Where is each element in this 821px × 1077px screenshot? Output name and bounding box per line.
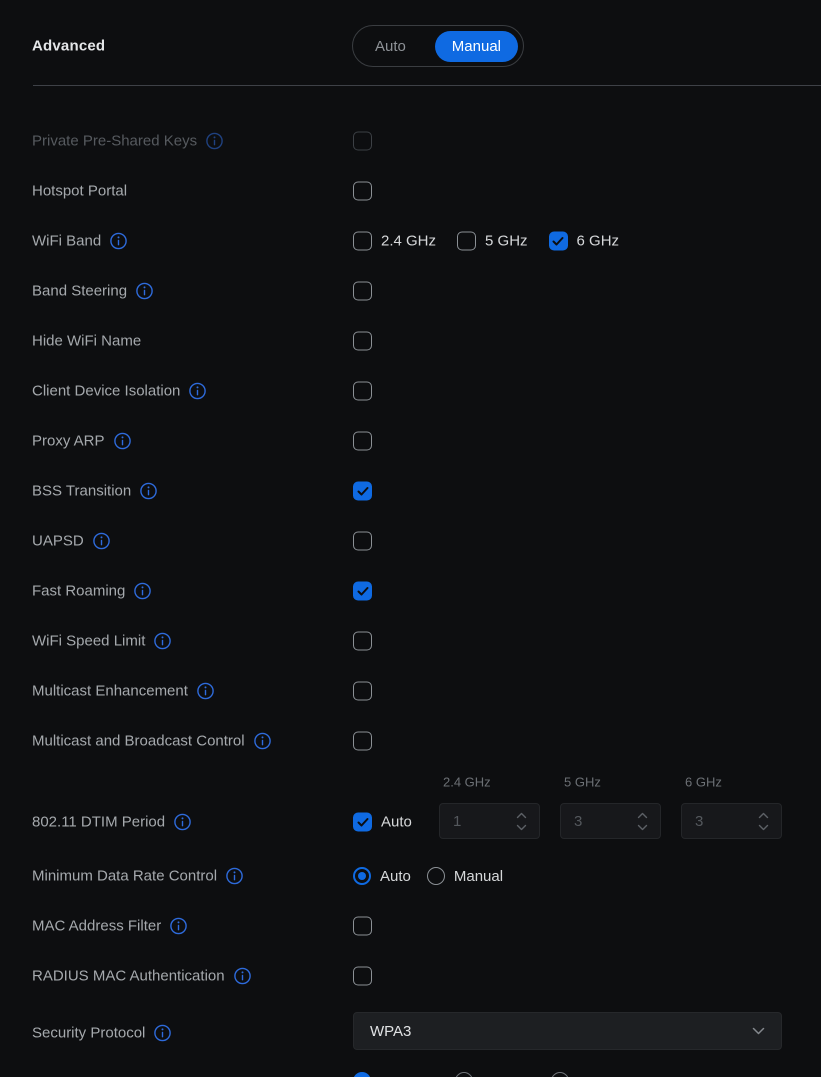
setting-label: Multicast Enhancement: [32, 682, 188, 700]
setting-label: Minimum Data Rate Control: [32, 867, 218, 885]
checkbox-fast-roaming[interactable]: [353, 582, 372, 601]
setting-label: Client Device Isolation: [32, 382, 181, 400]
checkbox-hotspot-portal[interactable]: [353, 182, 372, 201]
dtim-auto-label: Auto: [381, 813, 412, 831]
setting-label: Proxy ARP: [32, 432, 105, 450]
info-icon[interactable]: [154, 633, 171, 650]
checkbox-uapsd[interactable]: [353, 532, 372, 551]
dtim-value-6ghz: 3: [695, 812, 704, 830]
stepper-24ghz[interactable]: [516, 812, 527, 831]
setting-label: Hotspot Portal: [32, 182, 128, 200]
checkbox-multicast-broadcast-control[interactable]: [353, 732, 372, 751]
chevron-down-icon: [752, 1027, 765, 1035]
setting-label: Band Steering: [32, 282, 128, 300]
checkbox-private-pre-shared-keys[interactable]: [353, 132, 372, 151]
checkbox-client-device-isolation[interactable]: [353, 382, 372, 401]
setting-label: Multicast and Broadcast Control: [32, 732, 245, 750]
info-icon[interactable]: [226, 868, 243, 885]
radio-label-auto: Auto: [380, 867, 411, 885]
info-icon[interactable]: [189, 383, 206, 400]
radio-partial-1[interactable]: [353, 1072, 371, 1077]
checkbox-band-5ghz[interactable]: [457, 232, 476, 251]
setting-label: BSS Transition: [32, 482, 132, 500]
info-icon[interactable]: [254, 733, 271, 750]
dtim-band-label-6ghz: 6 GHz: [685, 774, 722, 790]
info-icon[interactable]: [136, 283, 153, 300]
setting-label: WiFi Speed Limit: [32, 632, 146, 650]
info-icon[interactable]: [170, 918, 187, 935]
setting-label: Private Pre-Shared Keys: [32, 132, 198, 150]
dtim-value-24ghz: 1: [453, 812, 462, 830]
stepper-6ghz[interactable]: [758, 812, 769, 831]
toggle-option-manual[interactable]: Manual: [435, 31, 518, 62]
band-label-6ghz: 6 GHz: [576, 232, 620, 250]
security-protocol-dropdown[interactable]: [353, 1012, 782, 1050]
checkbox-proxy-arp[interactable]: [353, 432, 372, 451]
info-icon[interactable]: [154, 1025, 171, 1042]
dtim-input-5ghz[interactable]: [560, 803, 661, 839]
section-divider: [33, 85, 821, 86]
info-icon[interactable]: [234, 968, 251, 985]
checkbox-hide-wifi-name[interactable]: [353, 332, 372, 351]
stepper-5ghz[interactable]: [637, 812, 648, 831]
info-icon[interactable]: [140, 483, 157, 500]
info-icon[interactable]: [174, 814, 191, 831]
info-icon[interactable]: [206, 133, 223, 150]
info-icon[interactable]: [93, 533, 110, 550]
setting-label: RADIUS MAC Authentication: [32, 967, 225, 985]
setting-label: WiFi Band: [32, 232, 102, 250]
dtim-value-5ghz: 3: [574, 812, 583, 830]
checkbox-bss-transition[interactable]: [353, 482, 372, 501]
dtim-input-24ghz[interactable]: [439, 803, 540, 839]
info-icon[interactable]: [134, 583, 151, 600]
section-title: Advanced: [32, 37, 106, 55]
radio-data-rate-auto[interactable]: [353, 867, 371, 885]
radio-partial-3[interactable]: [551, 1072, 569, 1077]
radio-label-manual: Manual: [453, 867, 504, 885]
setting-label: UAPSD: [32, 532, 84, 550]
info-icon[interactable]: [114, 433, 131, 450]
setting-label: Fast Roaming: [32, 582, 126, 600]
setting-label: MAC Address Filter: [32, 917, 162, 935]
toggle-option-auto[interactable]: Auto: [375, 37, 406, 55]
setting-label: Hide WiFi Name: [32, 332, 142, 350]
checkbox-wifi-speed-limit[interactable]: [353, 632, 372, 651]
checkbox-dtim-auto[interactable]: [353, 813, 372, 832]
checkbox-multicast-enhancement[interactable]: [353, 682, 372, 701]
info-icon[interactable]: [110, 233, 127, 250]
info-icon[interactable]: [197, 683, 214, 700]
security-protocol-value: WPA3: [370, 1022, 412, 1040]
dtim-band-label-24ghz: 2.4 GHz: [443, 774, 491, 790]
band-label-24ghz: 2.4 GHz: [381, 232, 437, 250]
band-label-5ghz: 5 GHz: [485, 232, 528, 250]
dtim-band-label-5ghz: 5 GHz: [564, 774, 601, 790]
checkbox-mac-address-filter[interactable]: [353, 917, 372, 936]
radio-data-rate-manual[interactable]: [427, 867, 445, 885]
checkbox-band-24ghz[interactable]: [353, 232, 372, 251]
checkbox-radius-mac-authentication[interactable]: [353, 967, 372, 986]
dtim-input-6ghz[interactable]: [681, 803, 782, 839]
checkbox-band-6ghz[interactable]: [549, 232, 568, 251]
setting-label: 802.11 DTIM Period: [32, 813, 166, 831]
auto-manual-toggle: [352, 25, 524, 67]
checkbox-band-steering[interactable]: [353, 282, 372, 301]
setting-label: Security Protocol: [32, 1024, 146, 1042]
radio-partial-2[interactable]: [455, 1072, 473, 1077]
